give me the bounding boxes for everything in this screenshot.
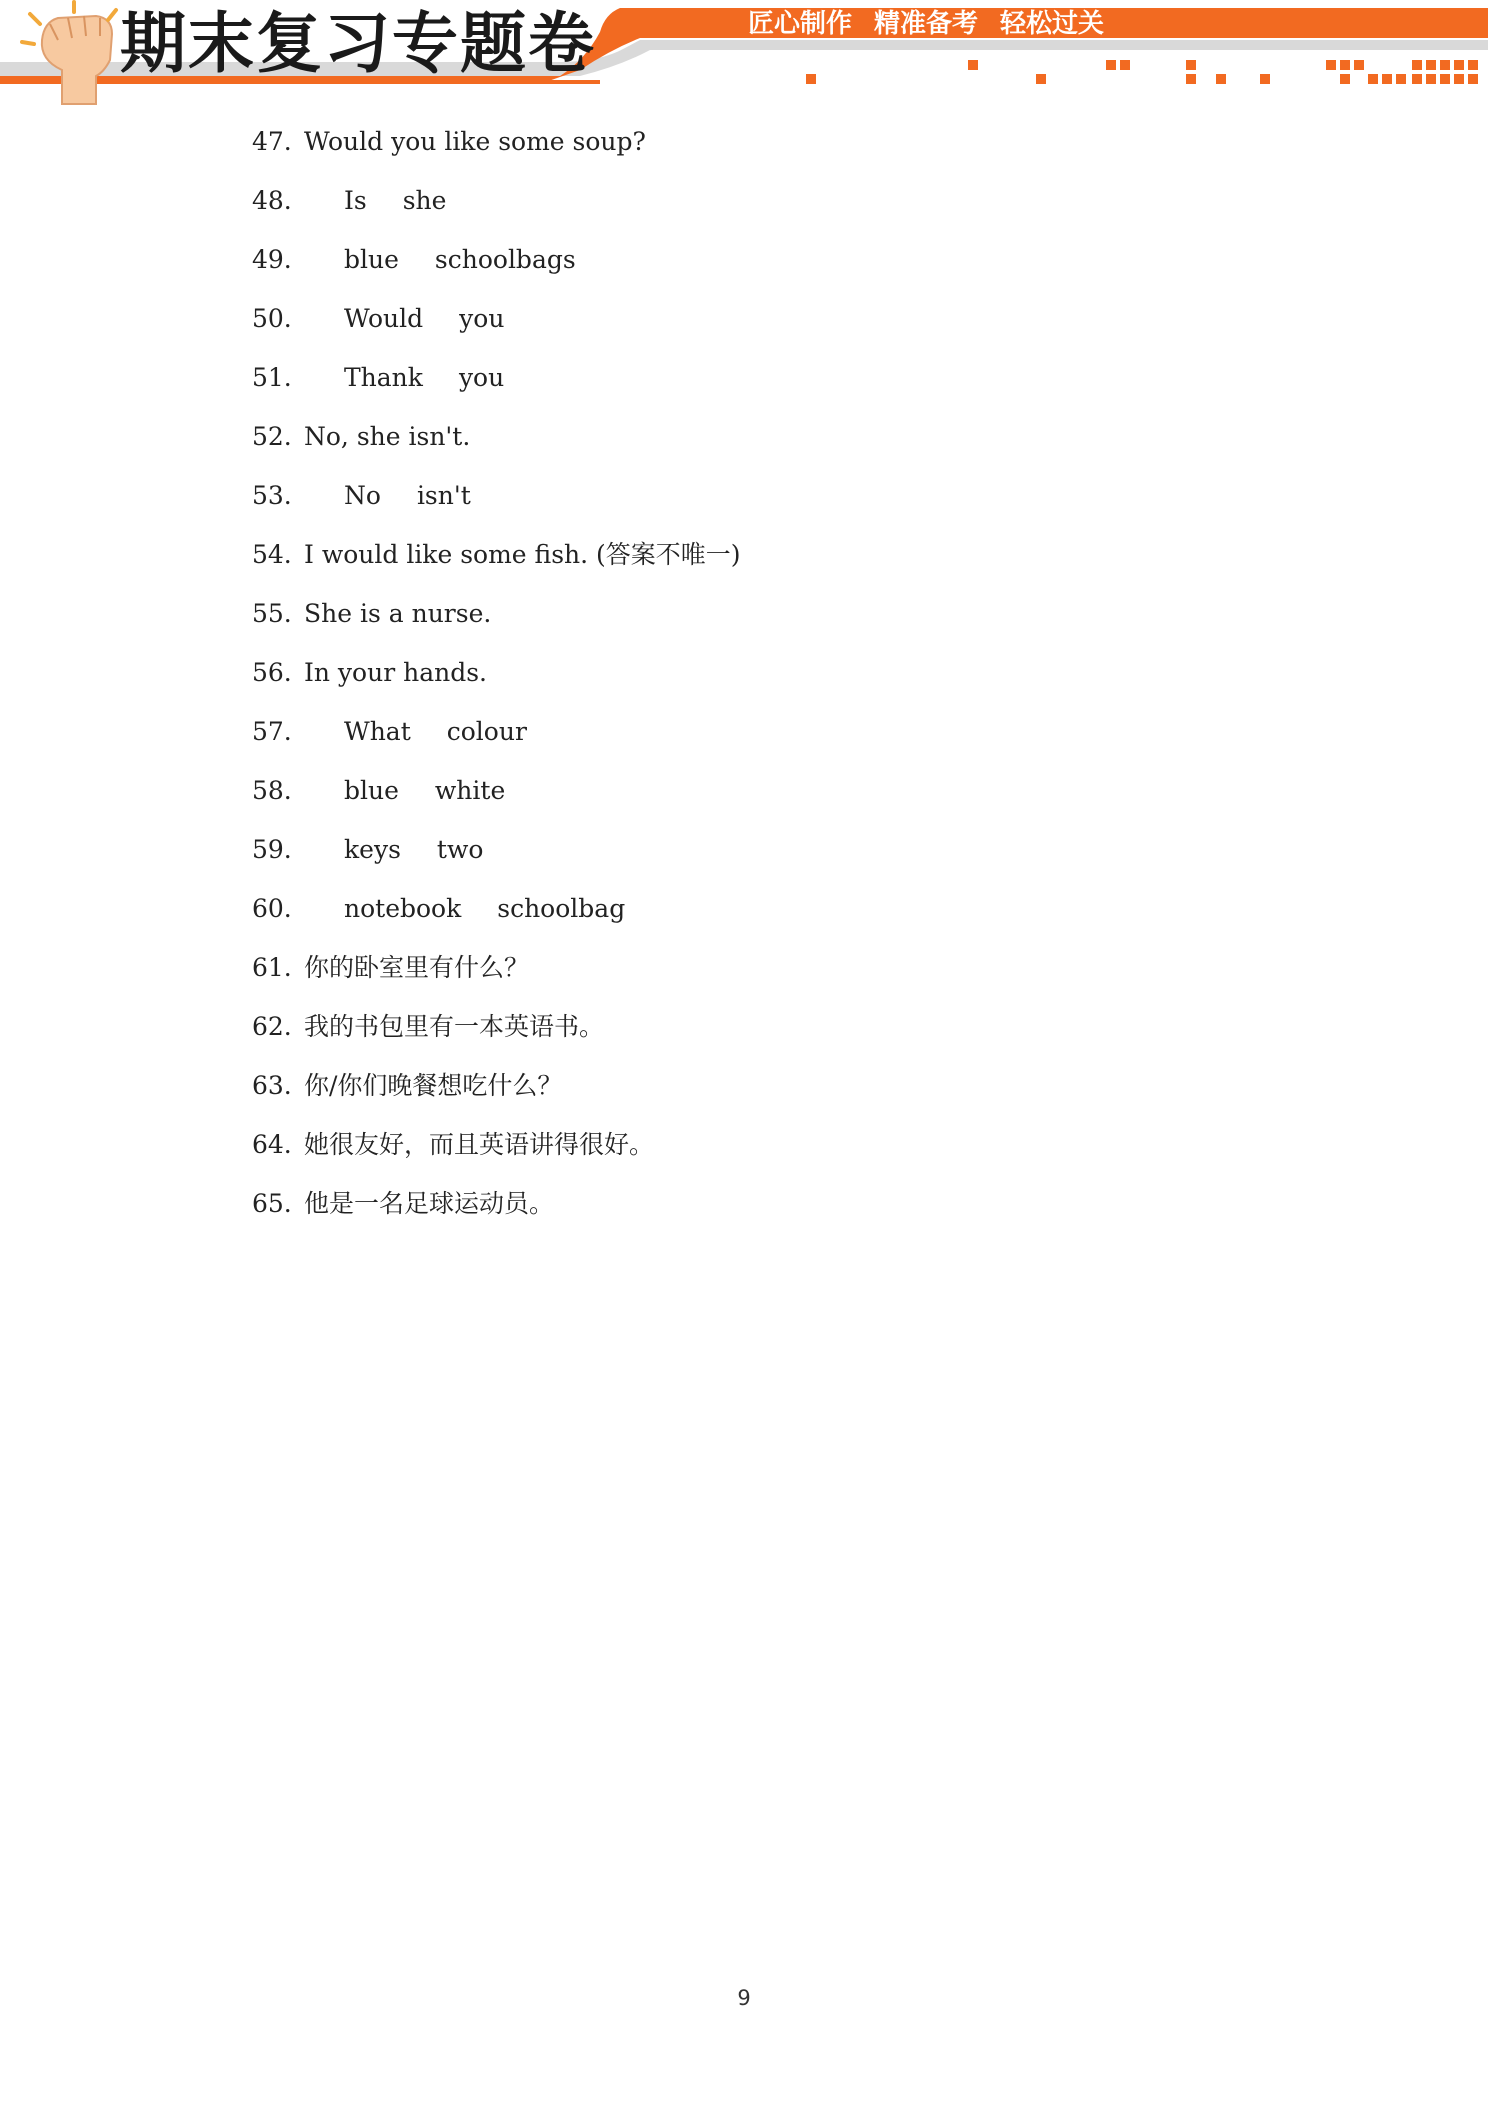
answer-word: colour <box>446 717 527 746</box>
answer-item <box>252 948 741 1007</box>
answer-word: schoolbags <box>434 245 576 274</box>
answer-word: isn't <box>416 481 471 510</box>
answer-word: blue <box>344 245 399 274</box>
answer-word: notebook <box>344 894 462 923</box>
answer-item <box>252 1125 741 1184</box>
header-slogan <box>748 7 1126 41</box>
slogan-part-2: 精准备考 <box>874 9 979 39</box>
answer-list <box>252 122 741 1243</box>
answer-number: 59. <box>252 835 292 864</box>
answer-text: In your hands. <box>304 658 487 687</box>
slogan-part-1: 匠心制作 <box>748 9 853 39</box>
slogan-part-3: 轻松过关 <box>1000 9 1105 39</box>
answer-blanks <box>304 481 471 510</box>
answer-number: 61. <box>252 953 292 982</box>
answer-word: she <box>402 186 447 215</box>
answer-text: 你/你们晚餐想吃什么？ <box>304 1071 563 1100</box>
answer-blanks <box>304 717 527 746</box>
answer-item <box>252 712 741 771</box>
answer-word: What <box>344 717 411 746</box>
answer-item <box>252 771 741 830</box>
answer-item <box>252 240 741 299</box>
answer-item <box>252 1184 741 1243</box>
page-header <box>0 0 1488 110</box>
answer-item <box>252 299 741 358</box>
answer-text: 我的书包里有一本英语书。 <box>304 1012 605 1041</box>
answer-word: schoolbag <box>497 894 626 923</box>
answer-number: 56. <box>252 658 292 687</box>
answer-text: 她很友好，而且英语讲得很好。 <box>304 1130 655 1159</box>
answer-number: 58. <box>252 776 292 805</box>
answer-item <box>252 594 741 653</box>
decorative-blocks <box>806 60 1478 84</box>
answer-item <box>252 476 741 535</box>
answer-word: keys <box>344 835 401 864</box>
answer-word: you <box>459 304 505 333</box>
answer-number: 55. <box>252 599 292 628</box>
answer-number: 64. <box>252 1130 292 1159</box>
answer-blanks <box>304 776 505 805</box>
answer-item <box>252 358 741 417</box>
answer-number: 53. <box>252 481 292 510</box>
answer-item <box>252 417 741 476</box>
answer-blanks <box>304 363 504 392</box>
answer-item <box>252 889 741 948</box>
answer-item <box>252 830 741 889</box>
answer-number: 65. <box>252 1189 292 1218</box>
page-number: 9 <box>737 1986 751 2010</box>
answer-number: 49. <box>252 245 292 274</box>
answer-text: No, she isn't. <box>304 422 471 451</box>
answer-text: 他是一名足球运动员。 <box>304 1189 555 1218</box>
answer-number: 51. <box>252 363 292 392</box>
answer-blanks <box>304 835 483 864</box>
answer-number: 52. <box>252 422 292 451</box>
answer-word: you <box>458 363 505 392</box>
answer-number: 60. <box>252 894 292 923</box>
answer-word: Is <box>344 186 367 215</box>
answer-word: white <box>434 776 506 805</box>
answer-item <box>252 1007 741 1066</box>
page-title: 期末复习专题卷 <box>120 5 596 82</box>
answer-number: 47. <box>252 127 292 156</box>
answer-item <box>252 1066 741 1125</box>
answer-word: blue <box>344 776 399 805</box>
answer-item <box>252 181 741 240</box>
answer-text: I would like some fish. (答案不唯一) <box>304 540 741 569</box>
answer-item <box>252 653 741 712</box>
answer-word: Thank <box>344 363 423 392</box>
answer-word: Would <box>344 304 424 333</box>
answer-item <box>252 122 741 181</box>
answer-text: She is a nurse. <box>304 599 492 628</box>
answer-text: 你的卧室里有什么？ <box>304 953 530 982</box>
answer-blanks <box>304 304 504 333</box>
answer-number: 50. <box>252 304 292 333</box>
answer-blanks <box>304 245 576 274</box>
answer-text: Would you like some soup? <box>304 127 646 156</box>
answer-blanks <box>304 186 446 215</box>
answer-blanks <box>304 894 625 923</box>
answer-word: No <box>344 481 381 510</box>
raised-fist-icon <box>22 2 116 104</box>
answer-word: two <box>436 835 484 864</box>
answer-item <box>252 535 741 594</box>
answer-number: 48. <box>252 186 292 215</box>
answer-number: 63. <box>252 1071 292 1100</box>
answer-number: 62. <box>252 1012 292 1041</box>
answer-number: 57. <box>252 717 292 746</box>
answer-number: 54. <box>252 540 292 569</box>
